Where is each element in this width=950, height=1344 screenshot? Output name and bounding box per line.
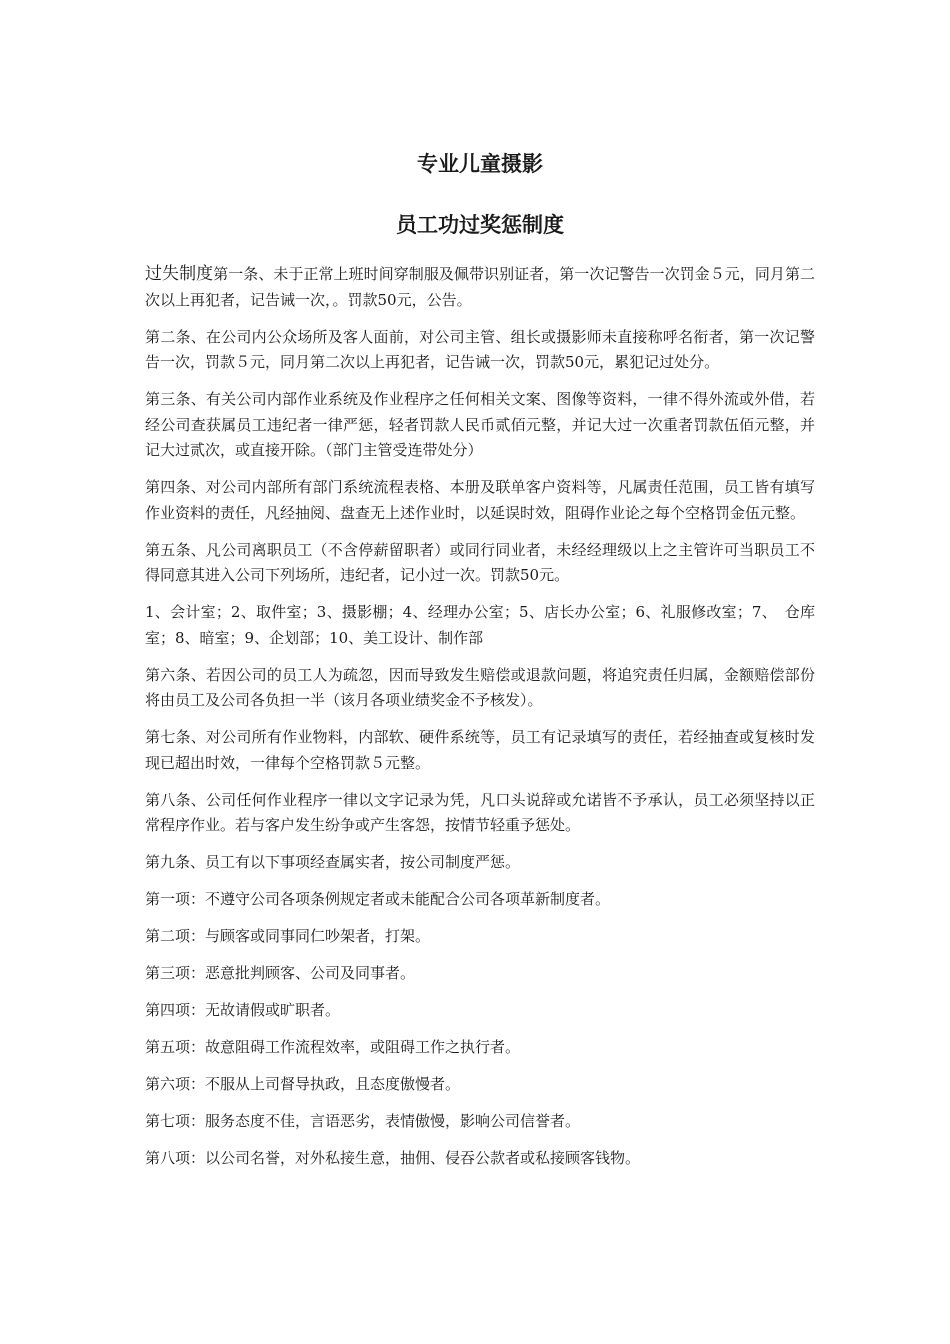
article-8: 第八条、公司任何作业程序一律以文字记录为凭，凡口头说辞或允诺皆不予承认，员工必须坚持以正常程序作业。若与客户发生纷争或产生客怨，按情节轻重予惩处。: [145, 790, 815, 834]
article-3: 第三条、有关公司内部作业系统及作业程序之任何相关文案、图像等资料，一律不得外流或外借，若经公司查获属员工违纪者一律严惩，轻者罚款人民币贰佰元整，并记大过一次重者罚款伍佰元整，并记大过贰次，或直接开除。（部门主管受连带处分）: [145, 390, 815, 459]
list-item: 第四项：无故请假或旷职者。: [145, 1001, 341, 1019]
list-item: 第七项：服务态度不佳，言语恶劣，表情傲慢，影响公司信誉者。: [145, 1112, 581, 1130]
document-title: 专业儿童摄影: [417, 152, 543, 176]
intro-lead: 过失制度: [145, 264, 214, 284]
list-item: 第五项：故意阻碍工作流程效率，或阻碍工作之执行者。: [145, 1038, 521, 1056]
document-body: [145, 262, 815, 1183]
article-5: 第五条、凡公司离职员工（不含停薪留职者）或同行同业者，未经经理级以上之主管许可当职员工不得同意其进入公司下列场所，违纪者，记小过一次。罚款50元。: [145, 540, 815, 584]
restricted-areas-list: 1、会计室；2、取件室；3、摄影棚；4、经理办公室；5、店长办公室；6、礼服修改室；7、 仓库室；8、暗室；9、企划部；10、美工设计、制作部: [145, 603, 815, 647]
list-item: 第八项：以公司名誉，对外私接生意，抽佣、侵吞公款者或私接顾客钱物。: [145, 1149, 641, 1167]
article-7: 第七条、对公司所有作业物料，内部软、硬件系统等，员工有记录填写的责任，若经抽查或复核时发现已超出时效，一律每个空格罚款５元整。: [145, 728, 815, 772]
article-2: 第二条、在公司内公众场所及客人面前，对公司主管、组长或摄影师未直接称呼名衔者，第一次记警告一次，罚款５元，同月第二次以上再犯者，记告诫一次，罚款50元，累犯记过处分。: [145, 327, 815, 371]
list-item: 第三项：恶意批判顾客、公司及同事者。: [145, 964, 416, 982]
article-6: 第六条、若因公司的员工人为疏忽，因而导致发生赔偿或退款问题，将追究责任归属，金额赔偿部份将由员工及公司各负担一半（该月各项业绩奖金不予核发）。: [145, 665, 815, 709]
document-subtitle: 员工功过奖惩制度: [396, 213, 564, 237]
list-item: 第二项：与顾客或同事同仁吵架者，打架。: [145, 927, 431, 945]
article-1: [145, 262, 815, 313]
list-item: 第一项：不遵守公司各项条例规定者或未能配合公司各项革新制度者。: [145, 890, 611, 908]
list-item: 第六项：不服从上司督导执政，且态度傲慢者。: [145, 1075, 461, 1093]
article-4: 第四条、对公司内部所有部门系统流程表格、本册及联单客户资料等，凡属责任范围，员工皆有填写作业资料的责任，凡经抽阅、盘查无上述作业时，以延误时效，阻碍作业论之每个空格罚金伍元整。: [145, 478, 815, 522]
article-1-text: 第一条、未于正常上班时间穿制服及佩带识别证者，第一次记警告一次罚金５元，同月第二次以上再犯者，记告诫一次，。罚款50元，公告。: [145, 265, 815, 309]
article-9: 第九条、员工有以下事项经查属实者，按公司制度严惩。: [145, 853, 521, 871]
